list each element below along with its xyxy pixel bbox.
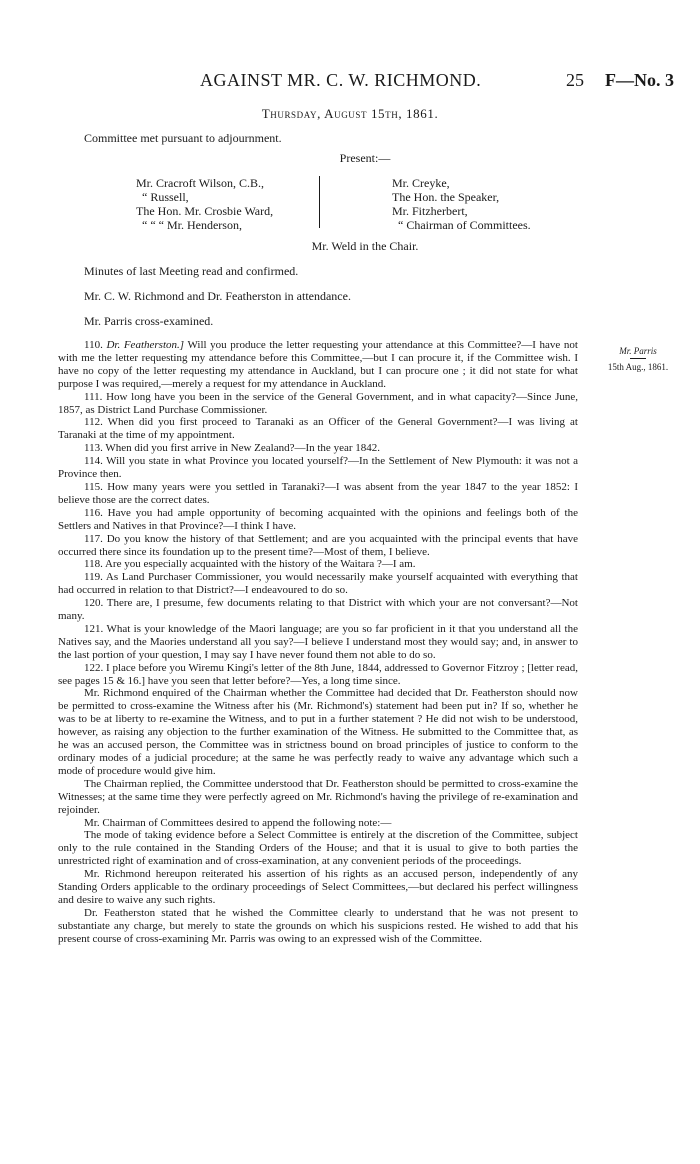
cross-examination-line: Mr. Parris cross-examined. [84, 314, 214, 328]
members-left-column [136, 176, 336, 232]
question-paragraph: 117. Do you know the history of that Settlement; and are you acquainted with the principal events that have occurred there since its foundation up to the present time?—Most of them, I believe. [58, 532, 578, 558]
member-name: Mr. Creyke, [392, 176, 450, 190]
question-110 [58, 339, 578, 391]
document-reference: F—No. 3 [605, 70, 674, 90]
member-name: Mr. Fitzherbert, [392, 204, 468, 218]
narrative-paragraph: The mode of taking evidence before a Select Committee is entirely at the discretion of the Committee, subject only to the rule contained in the Standing Orders of the House; and that it is usual to give to both parties the unrestricted right of examination and of cross-examination, at any convenient periods of the proceedings. [58, 829, 578, 868]
minutes-line: Minutes of last Meeting read and confirmed. [84, 264, 299, 278]
narrative-paragraph: Mr. Richmond hereupon reiterated his assertion of his rights as an accused person, independently of any Standing Orders applicable to the ordinary proceedings of Select Committees,—but declared his perfect willingness and desire to waive any such rights. [58, 868, 578, 906]
margin-note-date: 15th Aug., 1861. [607, 362, 669, 372]
member-name: The Hon. Mr. Crosbie Ward, [136, 204, 274, 218]
attendance-line: Mr. C. W. Richmond and Dr. Featherston in attendance. [84, 289, 351, 303]
question-number: 110. [84, 339, 103, 351]
margin-note-name: Mr. Parris [619, 346, 657, 356]
question-paragraph: 119. As Land Purchaser Commissioner, you would necessarily make yourself acquainted with everything that had occurred in relation to that District?—I endeavoured to do so. [58, 571, 578, 597]
opening-line: Committee met pursuant to adjournment. [84, 131, 282, 145]
present-label: Present:— [339, 151, 391, 165]
question-speaker: Dr. Featherston.] [106, 339, 185, 351]
page-number: 25 [566, 70, 584, 90]
question-paragraph: 111. How long have you been in the service of the General Government, and in what capacity?—Since June, 1857, as District Land Purchase Commissioner. [58, 390, 578, 416]
members-right-column [392, 176, 612, 232]
member-name: “ Russell, [142, 190, 189, 204]
question-text: Will you produce the letter requesting your attendance at this Committee?—I have not with me the letter requesting my attendance before this Committee,—but I can procure it, if the Committee wish. I have no copy of the letter requesting my attendance in Auckland, but I can procure one ; it did not state for what purpose I was required,—merely a request for my attendance in Auckland. [58, 339, 578, 390]
narrative-paragraph: Dr. Featherston stated that he wished the Committee clearly to understand that he was not present to substantiate any charge, but merely to state the grounds on which his suspicions rested. He wished to add that his present course of cross-examining Mr. Parris was owing to an expressed wish of the Committee. [58, 906, 578, 945]
chair-line: Mr. Weld in the Chair. [311, 239, 419, 253]
column-divider [319, 176, 320, 228]
margin-note [593, 345, 683, 373]
question-paragraph: 113. When did you first arrive in New Zealand?—In the year 1842. [84, 442, 380, 455]
member-name: Mr. Cracroft Wilson, C.B., [136, 176, 264, 190]
margin-note-rule [630, 358, 646, 359]
evidence-body [58, 339, 578, 946]
question-paragraph: 114. Will you state in what Province you located yourself?—In the Settlement of New Plymouth: it was not a Province then. [58, 455, 578, 481]
question-paragraph: 115. How many years were you settled in Taranaki?—I was absent from the year 1847 to the year 1852: I believe those are the correct dates. [58, 480, 578, 506]
date-line: Thursday, August 15th, 1861. [261, 106, 439, 121]
question-paragraph: 121. What is your knowledge of the Maori language; are you so far proficient in it that you understand all the Natives say, and the Maories understand all you say?—I believe I understand most they would say; and, in answer to the last portion of your question, I may say I have never found them not able to do so. [58, 622, 578, 661]
member-name: The Hon. the Speaker, [392, 190, 500, 204]
question-paragraph: 112. When did you first proceed to Taranaki as an Officer of the General Government?—I was living at Taranaki at the time of my appointment. [58, 416, 578, 442]
narrative-paragraph: The Chairman replied, the Committee understood that Dr. Featherston should be permitted to cross-examine the Witnesses; at the same time they were perfectly agreed on Mr. Richmond's having the privilege of re-examination and rejoinder. [58, 777, 578, 816]
header-title: AGAINST MR. C. W. RICHMOND. [200, 70, 482, 90]
question-paragraph: 120. There are, I presume, few documents relating to that District with which your are not conversant?—Not many. [58, 597, 578, 623]
running-header [0, 70, 700, 96]
narrative-paragraph: Mr. Richmond enquired of the Chairman whether the Committee had decided that Dr. Featherston should now be permitted to cross-examine the Witness after his (Mr. Richmond's) statement had been put in? If so, whether he was to be at liberty to re-examine the Witness, and to put in a further statement ? He did not wish to be understood, however, as raising any objection to the further examination of the Witness. He submitted to the Committee that, as he was an accused person, the Committee was in strictness bound on broad principles of justice to conform to the ordinary modes of a judicial procedure; at the same he was perfectly ready to waive any advantage which such a mode of procedure would give him. [58, 687, 578, 777]
member-name: “ “ “ Mr. Henderson, [142, 218, 242, 232]
question-paragraph: 116. Have you had ample opportunity of becoming acquainted with the opinions and feelings both of the Settlers and Natives in that Province?—I think I have. [58, 506, 578, 532]
member-name: “ Chairman of Committees. [398, 218, 531, 232]
question-paragraph: 118. Are you especially acquainted with the history of the Waitara ?—I am. [84, 558, 416, 571]
question-paragraph: 122. I place before you Wiremu Kingi's letter of the 8th June, 1844, addressed to Governor Fitzroy ; [letter read, see pages 15 & 16.] have you seen that letter before?—Yes, a long time since. [58, 661, 578, 687]
narrative-paragraph: Mr. Chairman of Committees desired to append the following note:— [84, 816, 392, 829]
